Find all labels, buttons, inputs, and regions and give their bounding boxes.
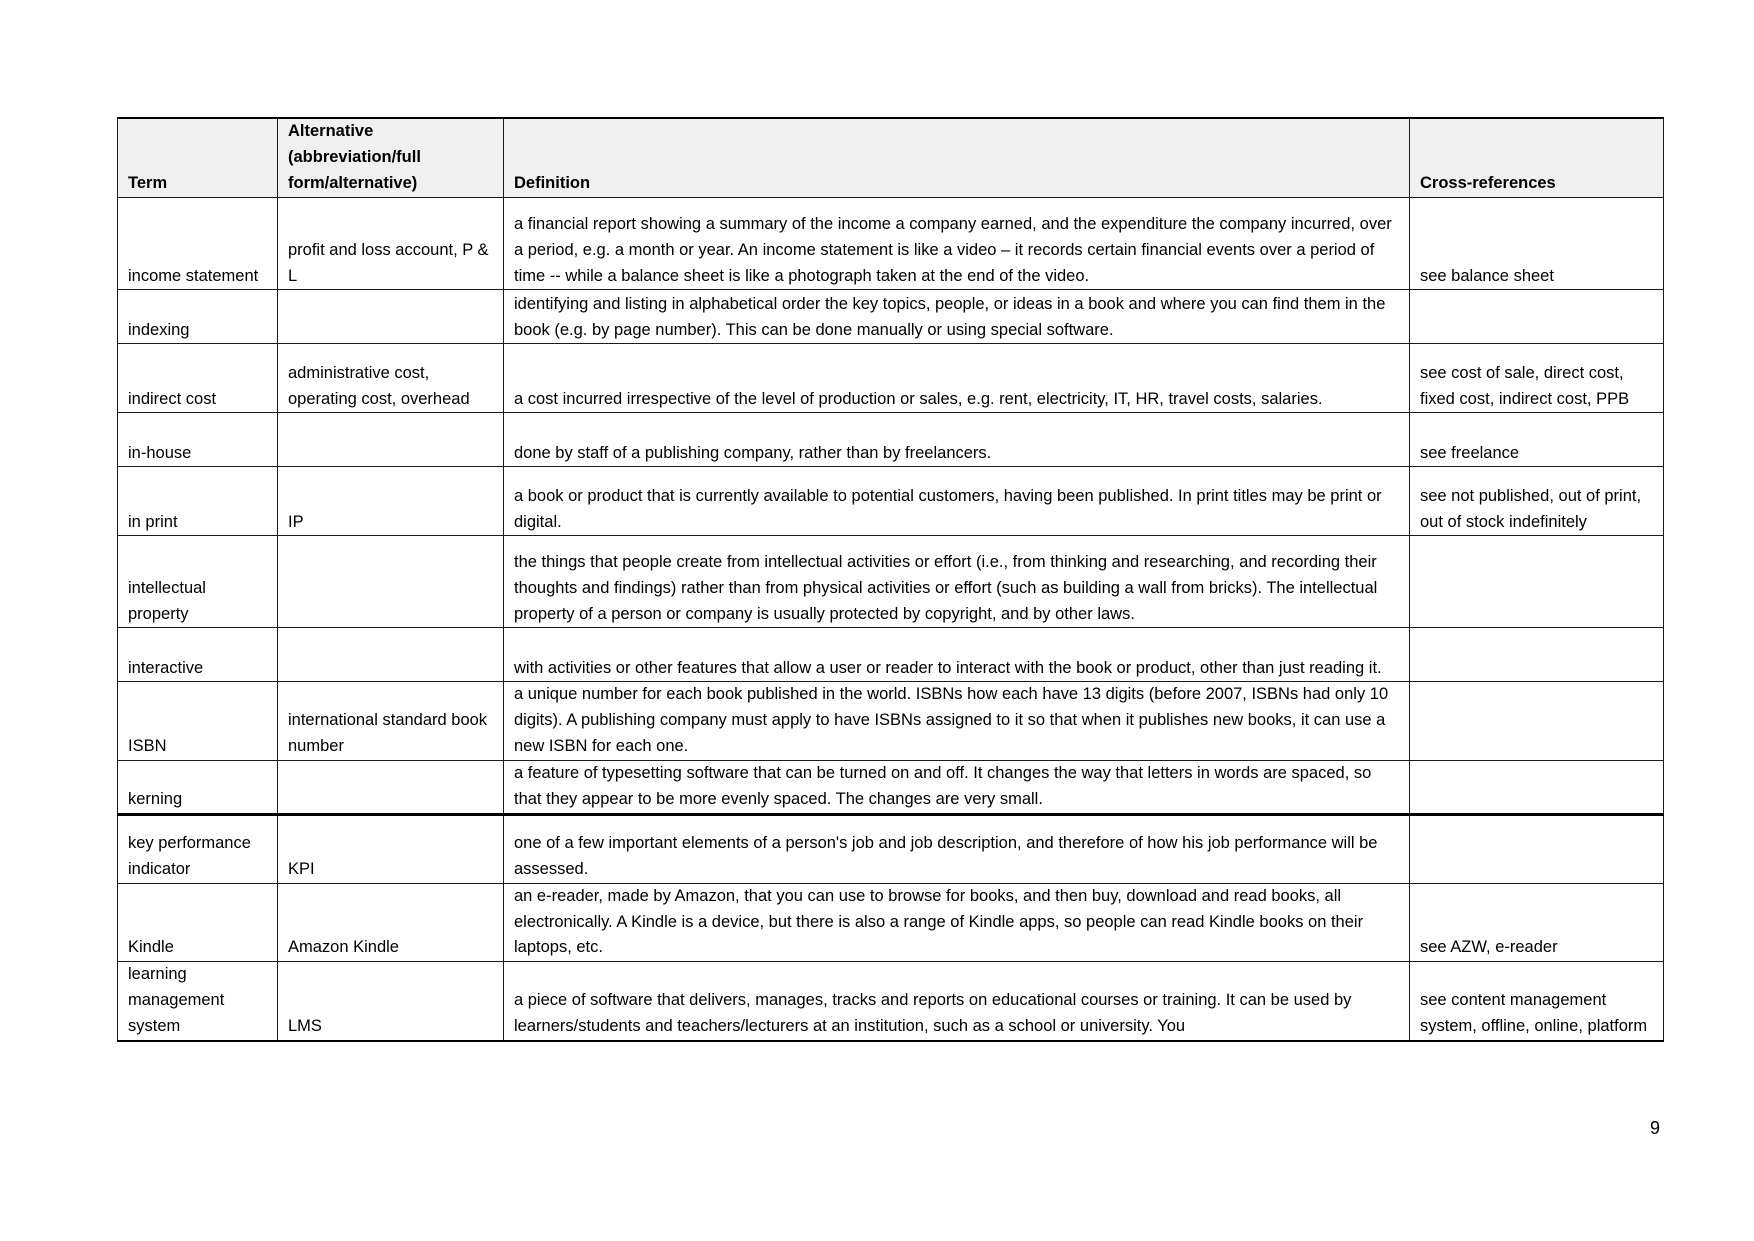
definition-cell: identifying and listing in alphabetical order the key topics, people, or ideas in a book and where you can find them in the book (e.g. by page number). This can be done manually or using special software. — [504, 290, 1410, 344]
alternative-cell — [278, 628, 504, 682]
definition-cell: done by staff of a publishing company, rather than by freelancers. — [504, 413, 1410, 467]
alternative-cell — [278, 413, 504, 467]
header-cross-references: Cross-references — [1410, 118, 1664, 198]
table-row — [118, 760, 1664, 814]
table-header-row — [118, 118, 1664, 198]
cross-references-cell — [1410, 290, 1664, 344]
header-definition: Definition — [504, 118, 1410, 198]
term-cell: kerning — [118, 760, 278, 814]
cross-references-cell — [1410, 814, 1664, 883]
table-row — [118, 290, 1664, 344]
table-row — [118, 962, 1664, 1041]
alternative-cell: KPI — [278, 814, 504, 883]
term-cell: interactive — [118, 628, 278, 682]
term-cell: intellectual property — [118, 536, 278, 628]
table-row — [118, 628, 1664, 682]
table-row — [118, 883, 1664, 961]
alternative-cell: IP — [278, 467, 504, 536]
cross-references-cell — [1410, 628, 1664, 682]
header-alternative: Alternative (abbreviation/full form/alternative) — [278, 118, 504, 198]
cross-references-cell — [1410, 760, 1664, 814]
term-cell: in-house — [118, 413, 278, 467]
definition-cell: a cost incurred irrespective of the level of production or sales, e.g. rent, electricity, IT, HR, travel costs, salaries. — [504, 344, 1410, 413]
cross-references-cell: see not published, out of print, out of stock indefinitely — [1410, 467, 1664, 536]
alternative-cell: international standard book number — [278, 682, 504, 760]
table-row — [118, 198, 1664, 290]
page-number: 9 — [1649, 1118, 1660, 1138]
term-cell: indexing — [118, 290, 278, 344]
cross-references-cell: see content management system, offline, online, platform — [1410, 962, 1664, 1041]
cross-references-cell: see AZW, e-reader — [1410, 883, 1664, 961]
cross-references-cell: see cost of sale, direct cost, fixed cost, indirect cost, PPB — [1410, 344, 1664, 413]
alternative-cell — [278, 290, 504, 344]
alternative-cell — [278, 760, 504, 814]
definition-cell: one of a few important elements of a person's job and job description, and therefore of how his job performance will be assessed. — [504, 814, 1410, 883]
table-row — [118, 413, 1664, 467]
definition-cell: a financial report showing a summary of the income a company earned, and the expenditure the company incurred, over a period, e.g. a month or year. An income statement is like a video – it records certain financial events over a period of time -- while a balance sheet is like a photograph taken at the end of the video. — [504, 198, 1410, 290]
alternative-cell — [278, 536, 504, 628]
term-cell: Kindle — [118, 883, 278, 961]
glossary-table — [117, 117, 1664, 1042]
table-row — [118, 536, 1664, 628]
alternative-cell: LMS — [278, 962, 504, 1041]
cross-references-cell: see freelance — [1410, 413, 1664, 467]
table-row — [118, 344, 1664, 413]
term-cell: income statement — [118, 198, 278, 290]
alternative-cell: administrative cost, operating cost, overhead — [278, 344, 504, 413]
definition-cell: a unique number for each book published in the world. ISBNs how each have 13 digits (before 2007, ISBNs had only 10 digits). A publishing company must apply to have ISBNs assigned to it so that when it publishes new books, it can use a new ISBN for each one. — [504, 682, 1410, 760]
term-cell: ISBN — [118, 682, 278, 760]
cross-references-cell — [1410, 536, 1664, 628]
term-cell: key performance indicator — [118, 814, 278, 883]
definition-cell: a feature of typesetting software that can be turned on and off. It changes the way that letters in words are spaced, so that they appear to be more evenly spaced. The changes are very small. — [504, 760, 1410, 814]
definition-cell: the things that people create from intellectual activities or effort (i.e., from thinking and researching, and recording their thoughts and findings) rather than from physical activities or effort (such as building a wall from bricks). The intellectual property of a person or company is usually protected by copyright, and by other laws. — [504, 536, 1410, 628]
table-row — [118, 682, 1664, 760]
table-body — [118, 198, 1664, 1041]
cross-references-cell — [1410, 682, 1664, 760]
table-row — [118, 814, 1664, 883]
term-cell: in print — [118, 467, 278, 536]
alternative-cell: Amazon Kindle — [278, 883, 504, 961]
alternative-cell: profit and loss account, P & L — [278, 198, 504, 290]
definition-cell: a piece of software that delivers, manages, tracks and reports on educational courses or training. It can be used by learners/students and teachers/lecturers at an institution, such as a school or university. You — [504, 962, 1410, 1041]
term-cell: learning management system — [118, 962, 278, 1041]
definition-cell: a book or product that is currently available to potential customers, having been published. In print titles may be print or digital. — [504, 467, 1410, 536]
header-term: Term — [118, 118, 278, 198]
definition-cell: with activities or other features that allow a user or reader to interact with the book or product, other than just reading it. — [504, 628, 1410, 682]
definition-cell: an e-reader, made by Amazon, that you can use to browse for books, and then buy, download and read books, all electronically. A Kindle is a device, but there is also a range of Kindle apps, so people can read Kindle books on their laptops, etc. — [504, 883, 1410, 961]
table-row — [118, 467, 1664, 536]
cross-references-cell: see balance sheet — [1410, 198, 1664, 290]
term-cell: indirect cost — [118, 344, 278, 413]
